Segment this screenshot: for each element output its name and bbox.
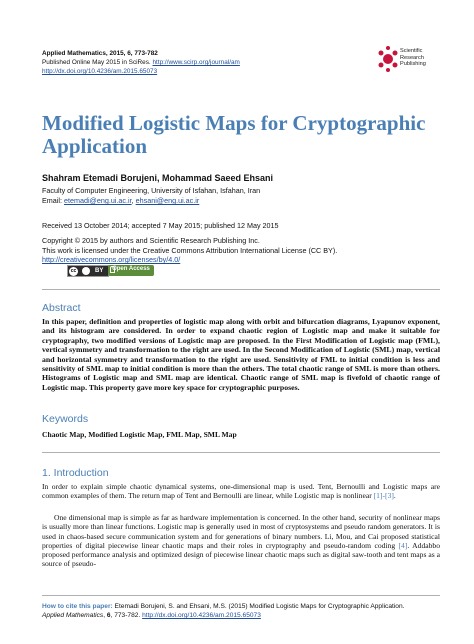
how-to-cite-line-2: Applied Mathematics, 6, 773-782. http://dx.doi.org/10.4236/am.2015.65073 (42, 612, 261, 619)
open-access-label: Open Access (112, 266, 150, 272)
intro-p1-text: In order to explain simple chaotic dynamical systems, one-dimensional map is used. Tent, Bernoulli and Logistic maps are common examples of them. The return map of Tent and Bernoulli are linear, while Logistic map is nonlinear (42, 482, 440, 501)
how-to-cite-label: How to cite this paper: (42, 603, 113, 610)
abstract-text: In this paper, definition and properties of logistic map along with orbit and bifurcation diagrams, Lyapunov exponent, and its histogram are considered. In order to expand chaotic region of Logistic map and make it suitable for cryptography, two modified versions of Logistic map are proposed. In the First Modification of Logistic map (FML), vertical symmetry and transformation to the right are used. In the Second Modification of Logistic (SML) map, vertical and horizontal symmetry and transformation to the right are used. Sensitivity of FML to initial condition is less and sensitivity of SML map to initial condition is more than the others. The total chaotic range of SML is more than others. Histograms of Logistic map and SML map are identical. Chaotic range of SML map is fivefold of chaotic range of Logistic map. This property gave more key space for cryptographic purposes. (42, 317, 440, 392)
email-line (42, 196, 199, 205)
doi-link[interactable]: http://dx.doi.org/10.4236/am.2015.65073 (42, 68, 158, 75)
email-prefix: Email: (42, 196, 64, 205)
keywords-text: Chaotic Map, Modified Logistic Map, FML Map, SML Map (42, 430, 237, 439)
logo-line-1: Scientific (400, 48, 423, 54)
how-to-cite (42, 602, 404, 611)
cite-volume: 6 (106, 612, 111, 619)
email-separator: , (131, 196, 136, 205)
footer-divider (42, 595, 440, 596)
intro-p1-end: . (393, 491, 396, 501)
journal-name: Applied Mathematics, 2015, 6, 773-782 (42, 50, 158, 57)
logo-wordmark (400, 48, 426, 68)
paper-title: Modified Logistic Maps for Cryptographic Application (42, 111, 426, 158)
email-link-1[interactable]: etemadi@eng.ui.ac.ir (63, 196, 132, 205)
publisher-logo-icon (379, 46, 398, 72)
journal-link[interactable]: http://www.scirp.org/journal/am (152, 59, 240, 66)
introduction-heading: 1. Introduction (42, 467, 109, 479)
cc-icon: cc (70, 268, 77, 274)
intro-p2-text-b: . Addabbo proposed performance analysis and optimized design of piecewise linear chaotic maps such as digital saw-tooth and tent maps as a source of pseudo- (42, 540, 440, 569)
authors: Shahram Etemadi Borujeni, Mohammad Saeed Ehsani (42, 173, 274, 183)
received-dates: Received 13 October 2014; accepted 7 May 2015; published 12 May 2015 (42, 221, 279, 230)
section-divider (42, 289, 440, 290)
published-online (42, 58, 240, 67)
doi-line (42, 67, 157, 76)
how-to-cite-text: Etemadi Borujeni, S. and Ehsani, M.S. (2015) Modified Logistic Maps for Cryptographic Application. (112, 603, 405, 610)
keywords-heading: Keywords (42, 413, 89, 425)
intro-paragraph-1 (42, 482, 440, 501)
published-prefix: Published Online May 2015 in SciRes. (42, 59, 153, 66)
email-link-2[interactable]: ehsani@eng.ui.ac.ir (135, 196, 200, 205)
logo-line-3: Publishing (400, 61, 426, 68)
logo-line-2: Research (400, 54, 424, 61)
cite-pages: , 773-782. (110, 612, 143, 619)
abstract-heading: Abstract (42, 302, 81, 314)
cite-doi-link[interactable]: http://dx.doi.org/10.4236/am.2015.65073 (142, 612, 261, 619)
license-line: This work is licensed under the Creative Commons Attribution International License (CC BY). (42, 246, 338, 255)
cite-journal: Applied Mathematics (42, 612, 104, 619)
cc-by-label: BY (95, 268, 104, 274)
section-divider (42, 452, 440, 453)
license-link-line (42, 255, 180, 265)
intro-p2-text-a: One dimensional map is simple as far as hardware implementation is concerned. In the other hand, security of nonlinear maps is usually more than linear functions. Logistic map is generally used in most of cryptosystems and pseudo random generators. It is used in chaos-based secure communication system and for generations of binary numbers. Li, Mou, and Cai proposed statistical properties of digital piecewise linear chaotic maps and their roles in cryptography and pseudo-random coding (42, 513, 440, 550)
copyright-line: Copyright © 2015 by authors and Scientific Research Publishing Inc. (42, 236, 260, 245)
citation-ref-4[interactable]: [4] (398, 540, 408, 550)
intro-paragraph-2 (42, 513, 440, 569)
attribution-icon (82, 267, 90, 275)
cc-by-badge[interactable] (67, 265, 109, 277)
license-link[interactable]: http://creativecommons.org/licenses/by/4.0/ (42, 255, 181, 264)
affiliation: Faculty of Computer Engineering, University of Isfahan, Isfahan, Iran (42, 186, 261, 195)
citation-ref-1-3[interactable]: [1]-[3] (373, 491, 394, 501)
